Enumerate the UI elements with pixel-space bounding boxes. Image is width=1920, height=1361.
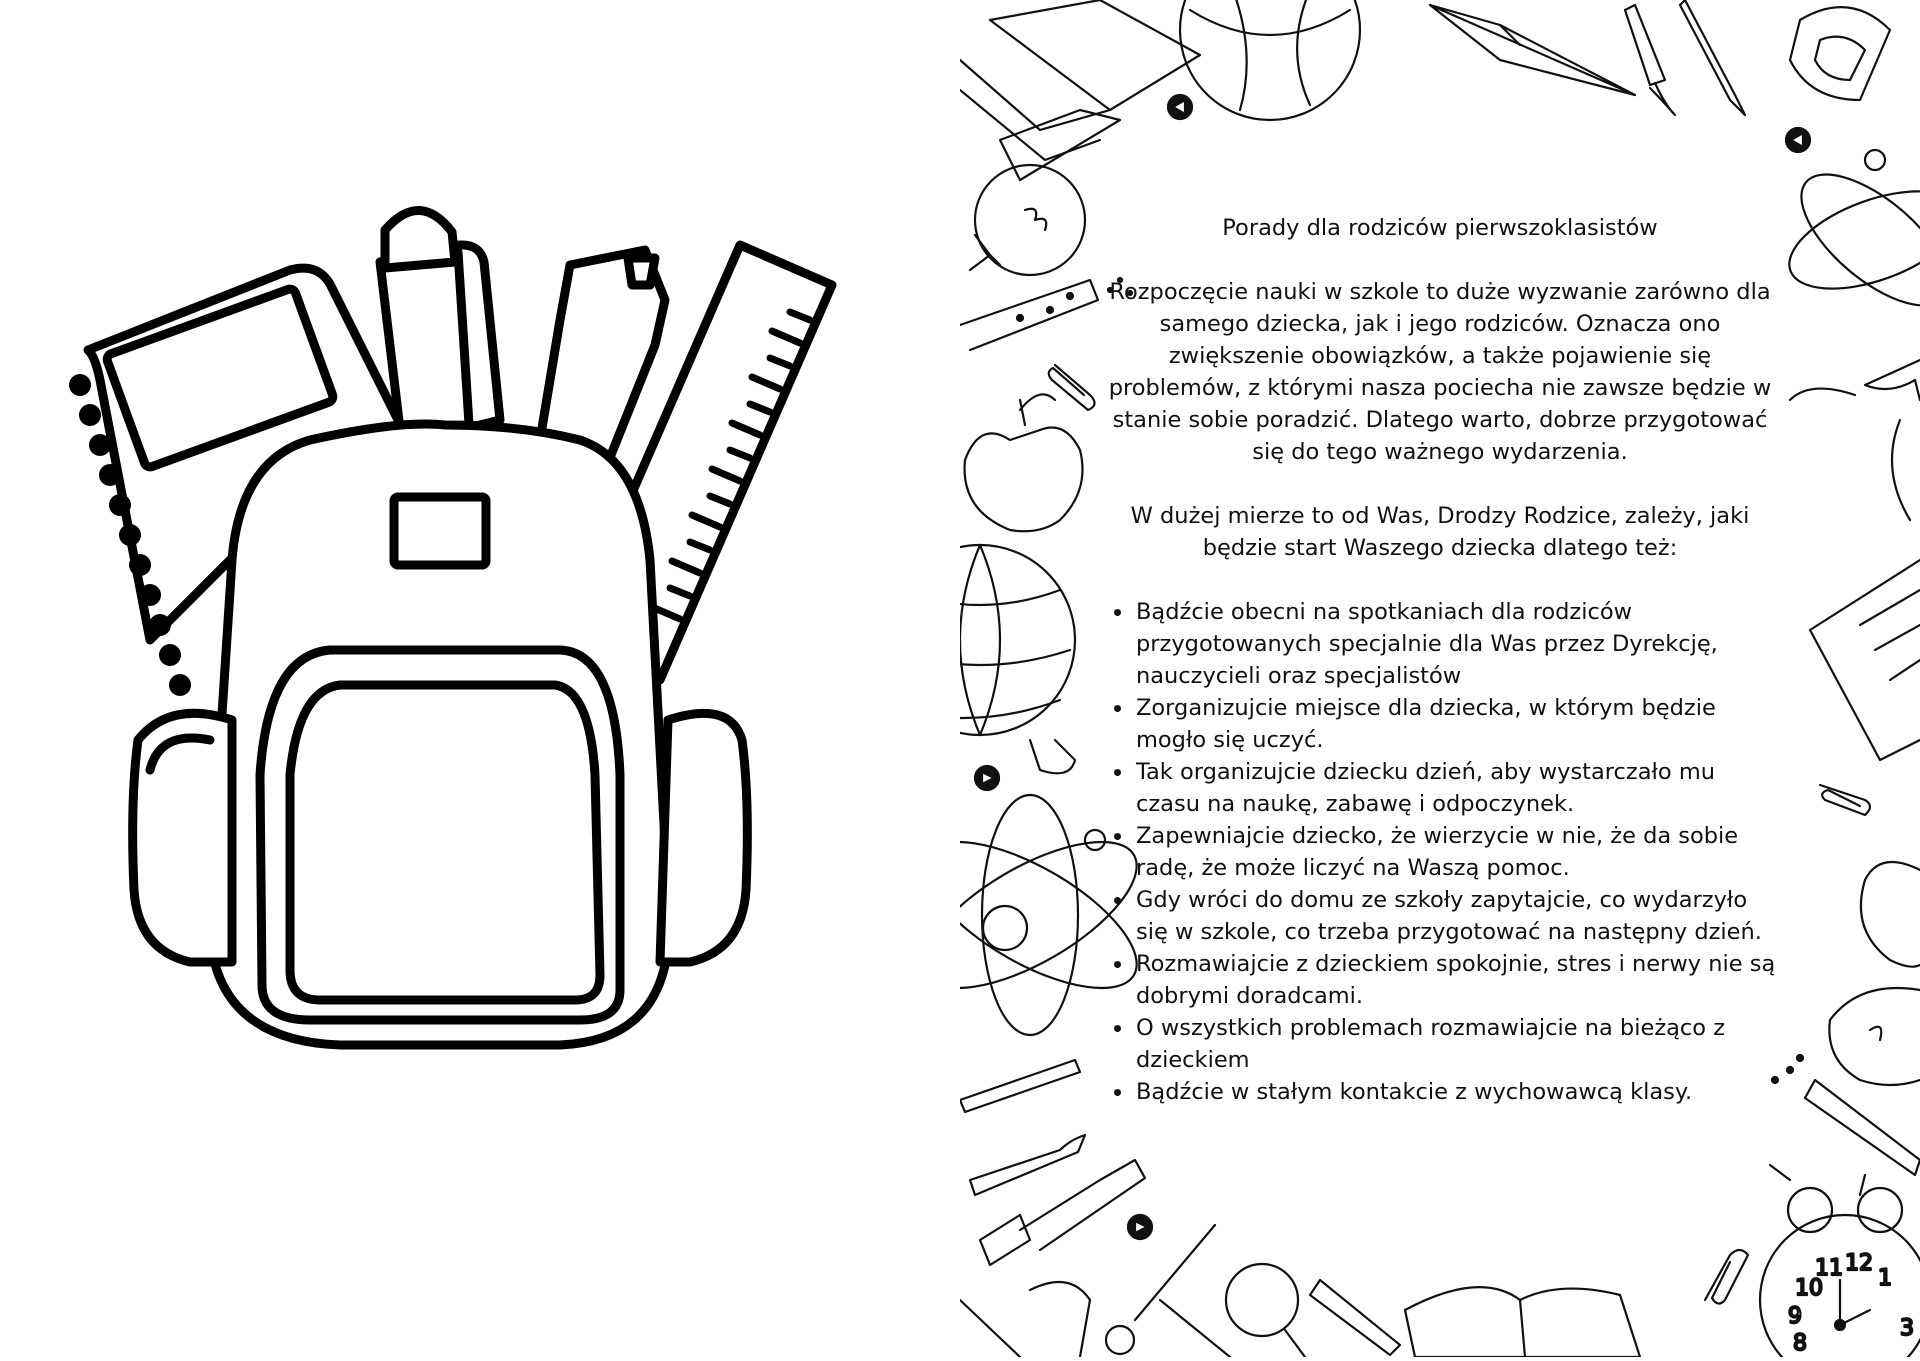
left-page [0, 0, 960, 1357]
intro-paragraph: Rozpoczęcie nauki w szkole to duże wyzwanie zarówno dla samego dziecka, jak i jego rodziców. Oznacza ono zwiększenie obowiązków, a także pojawienie się problemów, z którymi nasza pociecha nie zawsze będzie w stanie sobie poradzić. Dlatego warto, dobrze przygotować się do tego ważnego wydarzenia. [1108, 279, 1772, 465]
paintbrush-icon [1625, 5, 1675, 115]
tips-text-block [1100, 212, 1780, 1108]
list-item: • Tak organizujcie dziecku dzień, aby wystarczało mu czasu na naukę, zabawę i odpoczynek. [1134, 756, 1780, 820]
pencil-icon [1680, 0, 1745, 115]
clock-numeral: 9 [1788, 1304, 1802, 1329]
paperclip-icon [1049, 365, 1095, 410]
list-item: • Rozmawiajcie z dzieckiem spokojnie, stres i nerwy nie są dobrymi doradcami. [1134, 948, 1780, 1012]
list-item: • O wszystkich problemach rozmawiajcie na bieżąco z dzieckiem [1134, 1012, 1780, 1076]
right-page [960, 0, 1920, 1357]
scroll-icon [1790, 360, 1920, 520]
backpack-icon [0, 0, 960, 1357]
clock-numeral: 11 [1815, 1256, 1843, 1281]
protractor-icon [1790, 7, 1890, 100]
list-item: • Gdy wróci do domu ze szkoły zapytajcie, co wydarzyło się w szkole, co trzeba przygotować na następny dzień. [1134, 884, 1780, 948]
scissors-icon [1106, 1225, 1230, 1357]
list-item: • Bądźcie obecni na spotkaniach dla rodziców przygotowanych specjalnie dla Was przez Dyrekcję, nauczycieli oraz specjalistów [1134, 596, 1780, 692]
clock-numeral: 1 [1878, 1266, 1892, 1291]
book-icon [960, 0, 1200, 180]
clock-numeral: 8 [1793, 1331, 1807, 1356]
clock-numeral: 12 [1845, 1251, 1873, 1276]
alarm-clock-icon [1760, 1165, 1920, 1357]
tips-list [1100, 596, 1780, 1108]
clock-numeral: 3 [1900, 1316, 1914, 1341]
paper-plane-icon [1430, 5, 1635, 95]
list-item: • Bądźcie w stałym kontakcie z wychowawcą klasy. [1134, 1076, 1780, 1108]
ball-icon [1180, 0, 1360, 120]
lightbulb-icon [970, 165, 1085, 275]
list-item: • Zorganizujcie miejsce dla dziecka, w którym będzie mogło się uczyć. [1134, 692, 1780, 756]
clock-numeral: 10 [1795, 1276, 1823, 1301]
list-item: • Zapewniajcie dziecko, że wierzycie w nie, że da sobie radę, że może liczyć na Waszą pomoc. [1134, 820, 1780, 884]
calculator-icon [1810, 560, 1920, 760]
page-title: Porady dla rodziców pierwszoklasistów [1222, 215, 1658, 241]
globe-icon [960, 545, 1075, 773]
lead-paragraph: W dużej mierze to od Was, Drodzy Rodzice, zależy, jaki będzie start Waszego dziecka dlatego też: [1130, 503, 1750, 561]
apple-icon [965, 394, 1083, 531]
magnifier-icon [1226, 1264, 1305, 1357]
